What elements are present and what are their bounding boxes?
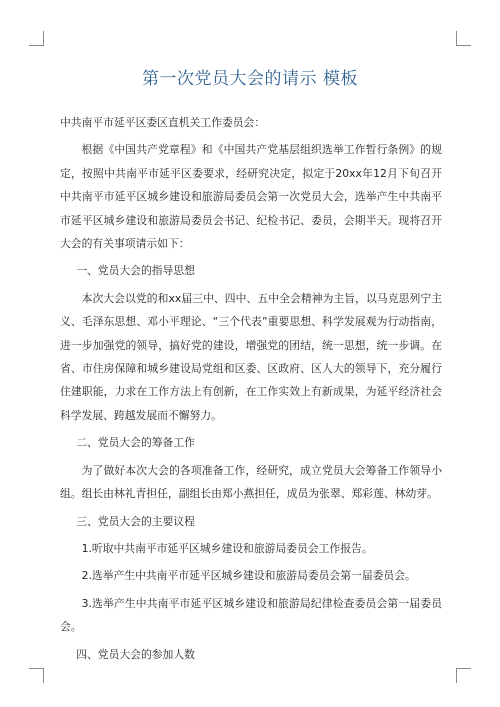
addressee: 中共南平市延平区委区直机关工作委员会： xyxy=(60,116,266,129)
section-1-paragraph: 本次大会以党的和xx届三中、四中、五中全会精神为主旨，以马克思列宁主义、毛泽东思想、邓小平理论、“三个代表”重要思想、科学发展观为行动指南，进一步加强党的领导，搞好党的建设，增强党的团结，统一思想，统一步调。在省、市住房保障和城乡建设局党组和区委、区政府、区人大的领导下，充分履行住建职能，力求在工作方法上有创新，在工作实效上有新成果，为延平经济社会科学发展、跨越发展而不懈努力。 xyxy=(60,291,442,422)
section-heading-2: 二、党员大会的筹备工作 xyxy=(76,436,195,450)
crop-mark-bottom-right xyxy=(456,668,471,683)
agenda-item-3: 3.选举产生中共南平市延平区城乡建设和旅游局纪律检查委员会第一届委员会。 xyxy=(60,596,442,634)
document-title: 第一次党员大会的请示 模板 xyxy=(142,69,358,89)
agenda-item-1: 1.听取中共南平市延平区城乡建设和旅游局委员会工作报告。 xyxy=(81,541,373,555)
intro-paragraph: 根据《中国共产党章程》和《中国共产党基层组织选举工作暂行条例》的规定，按照中共南平市延平区委要求，经研究决定，拟定于20xx年12月下旬召开中共南平市延平区城乡建设和旅游局委员会第一次党员大会，选举产生中共南平市延平区城乡建设和旅游局委员会书记、纪检书记、委员，会期半天。现将召开大会的有关事项请示如下： xyxy=(60,143,442,251)
section-heading-3: 三、党员大会的主要议程 xyxy=(76,514,195,528)
agenda-item-2: 2.选举产生中共南平市延平区城乡建设和旅游局委员会第一届委员会。 xyxy=(81,569,416,583)
crop-mark-top-right xyxy=(456,31,471,46)
crop-mark-bottom-left xyxy=(29,668,44,683)
crop-mark-top-left xyxy=(29,31,44,46)
section-heading-1: 一、党员大会的指导思想 xyxy=(76,264,195,278)
document-body xyxy=(60,111,442,666)
section-2-paragraph: 为了做好本次大会的各项准备工作，经研究，成立党员大会筹备工作领导小组。组长由林礼青担任，副组长由郑小燕担任，成员为张翠、郑彩莲、林幼芽。 xyxy=(60,463,442,501)
section-heading-4: 四、党员大会的参加人数 xyxy=(76,647,195,661)
